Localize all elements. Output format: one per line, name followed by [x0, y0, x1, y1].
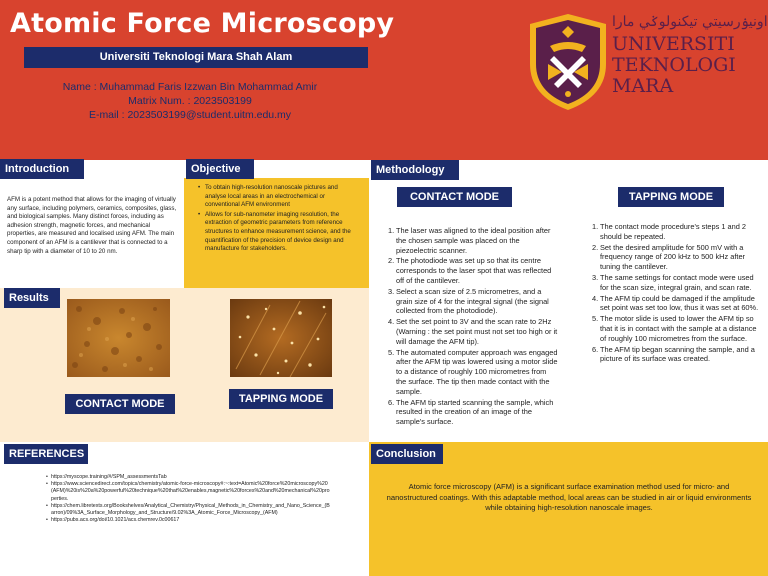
objective-item: • To obtain high-resolution nanoscale pictures and analyse local areas in an electrochemical or conventional AFM environment — [198, 184, 358, 210]
conclusion-heading: Conclusion — [371, 444, 443, 464]
reference-link[interactable]: • https://pubs.acs.org/doi/10.1021/acs.chemrev.0c00617 — [46, 517, 330, 524]
step-number: 2. — [592, 242, 599, 252]
step-number: 6. — [592, 344, 599, 354]
step-text: The contact mode procedure's steps 1 and 2 should be repeated. — [600, 222, 747, 241]
poster-title: Atomic Force Microscopy — [10, 8, 395, 39]
step-text: The AFM tip could be damaged if the amplitude set point was set too low, thus it was set at 60%. — [600, 293, 759, 313]
university-banner: Universiti Teknologi Mara Shah Alam — [24, 47, 368, 68]
references-list — [46, 474, 330, 524]
step-text: The automated computer approach was engaged after the AFM tip was lowered using a motor slide to a distance of roughly 100 micrometres from the surface. The tip then made contact with the sample. — [396, 347, 558, 396]
step-text: The motor slide is used to lower the AFM tip so that it is in contact with the sample at a distance of roughly 100 micrometres from the surface. — [600, 314, 757, 343]
author-matrix: Matrix Num. : 2023503199 — [128, 95, 252, 107]
tapping-step — [592, 243, 762, 272]
contact-step — [388, 226, 558, 255]
step-number: 4. — [388, 317, 395, 327]
tapping-step — [592, 294, 762, 314]
tapping-step — [592, 314, 762, 343]
contact-mode-steps — [388, 226, 558, 428]
step-text: Set the desired amplitude for 500 mV with a frequency range of 200 kHz to 500 kHz after tuning the cantilever. — [600, 242, 746, 272]
references-heading: REFERENCES — [4, 444, 88, 464]
step-number: 1. — [388, 226, 395, 235]
tapping-step — [592, 273, 762, 293]
contact-mode-caption: CONTACT MODE — [65, 394, 175, 414]
contact-step — [388, 348, 558, 397]
methodology-heading: Methodology — [371, 160, 459, 180]
uitm-logo — [528, 12, 768, 112]
reference-link[interactable]: • https://chem.libretexts.org/Bookshelves/Analytical_Chemistry/Physical_Methods_in_Chemistry_and_Nano_Science_(Barron)/09%3A_Surface_Morphology_and_Structure/9.02%3A_Atomic_Force_Microscopy_(AFM) — [46, 503, 330, 517]
step-text: The AFM tip started scanning the sample, which resulted in the creation of an image of the sample's surface. — [396, 397, 554, 427]
step-text: Select a scan size of 2.5 micrometres, and a grain size of 4 for the integral signal (the signal collected from the photodiode). — [396, 286, 549, 316]
step-number: 6. — [388, 397, 395, 407]
introduction-heading: Introduction — [0, 159, 84, 179]
step-number: 5. — [592, 314, 599, 324]
step-text: The same settings for contact mode were used for the scan size, integral grain, and scan rate. — [600, 272, 754, 292]
step-text: The AFM tip began scanning the sample, and a picture of its surface was created. — [600, 344, 755, 364]
contact-step — [388, 287, 558, 316]
step-number: 3. — [592, 272, 599, 282]
logo-wordmark — [612, 34, 736, 97]
step-number: 5. — [388, 347, 395, 357]
tapping-mode-caption: TAPPING MODE — [229, 389, 333, 409]
logo-line-1: UNIVERSITI — [612, 33, 735, 55]
tapping-mode-steps — [592, 222, 762, 365]
results-heading: Results — [4, 288, 60, 308]
uitm-crest-icon — [528, 12, 608, 112]
step-text: The laser was aligned to the ideal position after the chosen sample was placed on the piezoelectric scanner. — [396, 226, 551, 255]
contact-step — [388, 317, 558, 346]
tapping-step — [592, 222, 762, 242]
logo-arabic-text: اونيۏرسيتي تيكنولوݢي مارا — [612, 14, 768, 30]
objective-heading: Objective — [186, 159, 254, 179]
author-name: Name : Muhammad Faris Izzwan Bin Mohammad Amir — [62, 81, 318, 93]
step-text: Set the set point to 3V and the scan rate to 2Hz (Warning : the set point must not set too high or it will damage the AFM tip). — [396, 317, 558, 346]
step-number: 3. — [388, 286, 395, 296]
step-text: The photodiode was set up so that its centre corresponds to the laser spot that was reflected off of the cantilever. — [396, 256, 552, 285]
objective-item: • Allows for sub-nanometer imaging resolution, the extraction of geometric parameters from reference structures to enhance measurement science, and the quantification of the precision of device design and manufacture for stakeholders. — [198, 211, 358, 254]
tapping-step — [592, 345, 762, 365]
logo-line-2: TEKNOLOGI — [612, 54, 736, 76]
author-email: E-mail : 2023503199@student.uitm.edu.my — [88, 109, 292, 121]
introduction-text: AFM is a potent method that allows for the imaging of virtually any surface, including polymers, ceramics, composites, glass, and biological samples. Many distinct forces, including as adhesion strength, magnetic forces, and mechanical properties, are measured and localised using AFM. The main component of an AFM is a cantilever that is connected to a sharp tip with a diameter of 10 to 20 nm. — [7, 196, 177, 255]
contact-mode-afm-image — [67, 299, 170, 377]
reference-link[interactable]: • https://www.sciencedirect.com/topics/chemistry/atomic-force-microscopy#:~:text=Atomic%20force%20microscopy%20(AFM)%20is%20a%20powerful%20technique%20that%20enables,magnetic%20forces%20and%20mechanical%20properties. — [46, 481, 330, 503]
contact-step — [388, 256, 558, 285]
contact-mode-heading: CONTACT MODE — [397, 187, 512, 207]
tapping-mode-heading: TAPPING MODE — [618, 187, 724, 207]
step-number: 1. — [592, 222, 599, 231]
tapping-mode-afm-image — [230, 299, 332, 377]
conclusion-text: Atomic force microscopy (AFM) is a significant surface examination method used for micro- and nanostructured coatings. With this adaptable method, local areas can be studied in air or liquid environments while obtaining high-resolution nanoscale images. — [386, 482, 752, 513]
step-number: 2. — [388, 256, 395, 266]
logo-line-3: MARA — [612, 75, 674, 97]
author-block — [40, 80, 340, 122]
reference-link[interactable]: • https://myscope.training/#/SPM_assessmentsTab — [46, 474, 330, 481]
objective-list — [198, 184, 358, 255]
step-number: 4. — [592, 293, 599, 303]
contact-step — [388, 398, 558, 427]
